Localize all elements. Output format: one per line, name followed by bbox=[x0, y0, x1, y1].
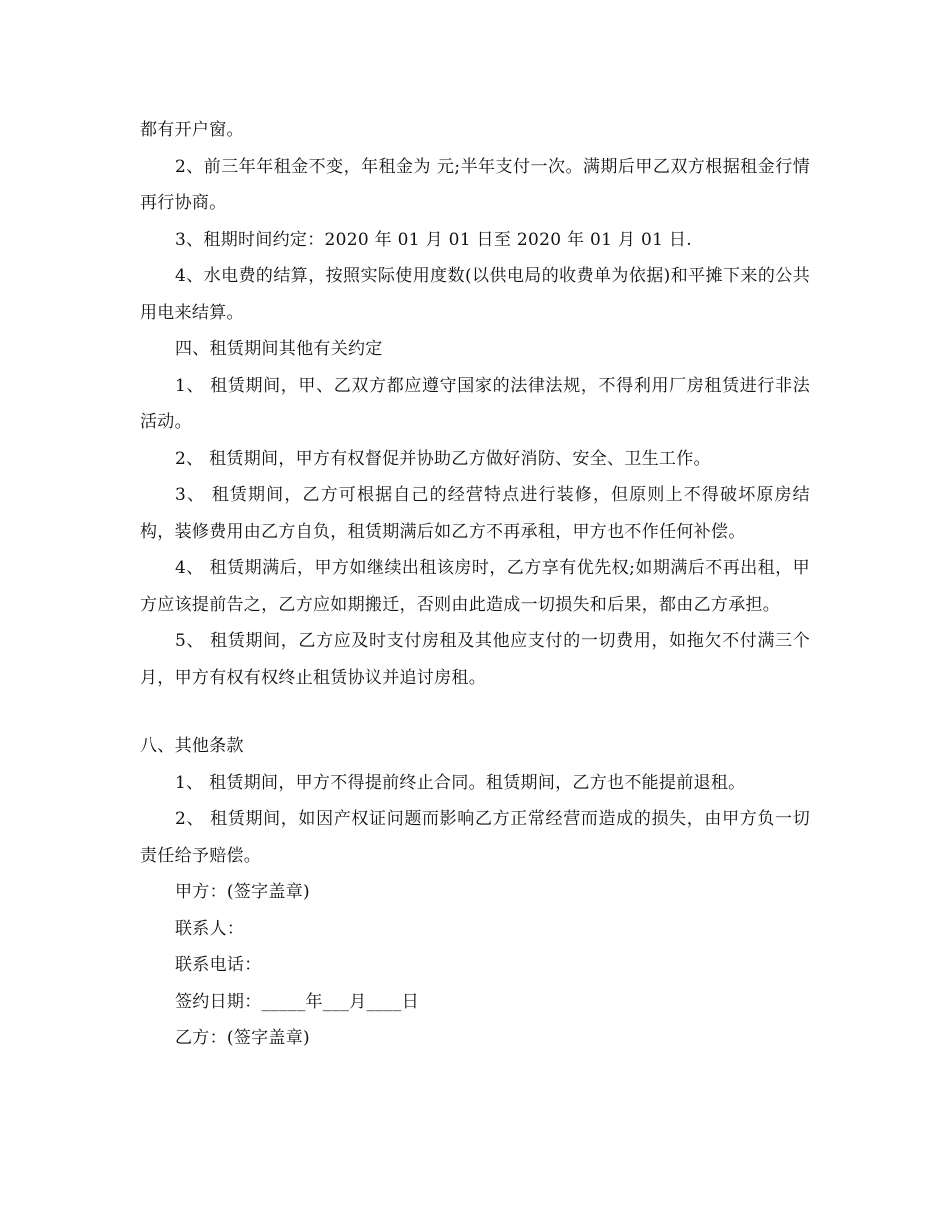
party-b-signature-line: 乙方：(签字盖章) bbox=[175, 1028, 310, 1048]
paragraph: 4、 租赁期满后，甲方如继续出租该房时，乙方享有优先权;如期满后不再出租，甲方应该提前告之，乙方应如期搬迁，否则由此造成一切损失和后果，都由乙方承担。 bbox=[140, 558, 810, 615]
paragraph: 2、 租赁期间，甲方有权督促并协助乙方做好消防、安全、卫生工作。 bbox=[175, 448, 711, 469]
paragraph: 1、 租赁期间，甲、乙双方都应遵守国家的法律法规，不得利用厂房租赁进行非法活动。 bbox=[140, 375, 810, 432]
section-heading-rental-terms: 四、租赁期间其他有关约定 bbox=[175, 339, 383, 359]
clause: 2、 租赁期间，如因产权证问题而影响乙方正常经营而造成的损失，由甲方负一切责任给予赔偿。 bbox=[140, 809, 810, 866]
clause: 1、 租赁期间，甲方不得提前终止合同。租赁期间，乙方也不能提前退租。 bbox=[175, 772, 746, 793]
paragraph: 4、水电费的结算，按照实际使用度数(以供电局的收费单为依据)和平摊下来的公共用电来结算。 bbox=[140, 266, 810, 323]
document-body bbox=[140, 112, 810, 1057]
party-a-signature-line: 甲方：(签字盖章) bbox=[175, 882, 310, 902]
sign-date-line: 签约日期：_____年___月____日 bbox=[175, 991, 419, 1012]
paragraph: 5、 租赁期间，乙方应及时支付房租及其他应支付的一切费用，如拖欠不付满三个月，甲方有权有权终止租赁协议并追讨房租。 bbox=[140, 631, 810, 688]
paragraph: 3、 租赁期间，乙方可根据自己的经营特点进行装修，但原则上不得破坏原房结构，装修费用由乙方自负，租赁期满后如乙方不再承租，甲方也不作任何补偿。 bbox=[140, 485, 810, 542]
signature-block bbox=[140, 874, 810, 1057]
contact-person-line: 联系人： bbox=[175, 918, 245, 939]
paragraph: 2、前三年年租金不变，年租金为 元;半年支付一次。满期后甲乙双方根据租金行情再行协商。 bbox=[140, 156, 810, 213]
paragraph: 都有开户窗。 bbox=[140, 120, 244, 140]
contact-phone-line: 联系电话： bbox=[175, 955, 262, 975]
section-heading-other-terms: 八、其他条款 bbox=[140, 736, 244, 756]
paragraph: 3、租期时间约定：2020 年 01 月 01 日至 2020 年 01 月 01 日. bbox=[175, 229, 692, 250]
